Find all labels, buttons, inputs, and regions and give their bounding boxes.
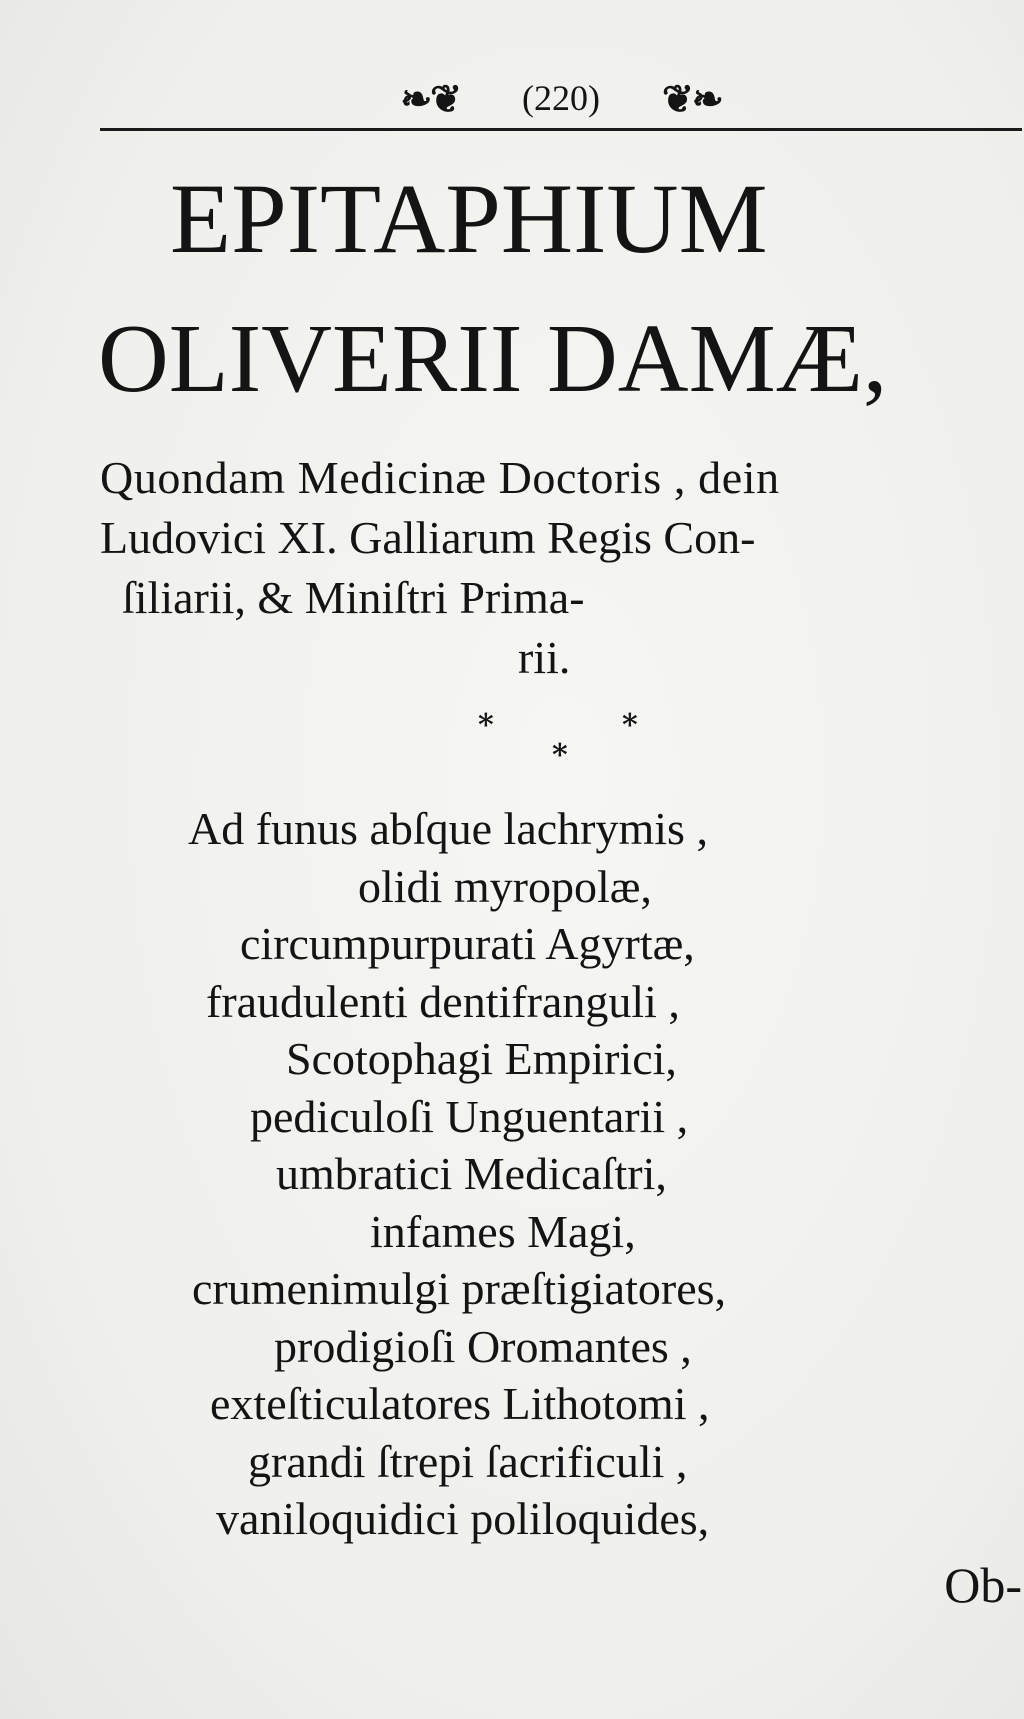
- verse-line: prodigioſi Oromantes ,: [274, 1320, 692, 1372]
- verse-line: Ad funus abſque lachrymis ,: [188, 803, 708, 854]
- catchword: Ob-: [944, 1557, 1022, 1613]
- verse-line: Scotophagi Empirici,: [286, 1033, 677, 1084]
- subtitle-line: rii.: [518, 632, 571, 683]
- subtitle-line: Ludovici XI. Galliarum Regis Con-: [100, 512, 756, 563]
- verse-line: vaniloquidici poliloquides,: [216, 1493, 710, 1544]
- verse-line: exteſticulatores Lithotomi ,: [210, 1378, 710, 1429]
- right-ornament-icon: ❦❧: [661, 75, 722, 121]
- title-line-1: EPITAPHIUM: [170, 163, 768, 274]
- asterisk-icon: *: [478, 708, 494, 743]
- verse-line: circumpurpurati Agyrtæ,: [240, 918, 695, 969]
- subtitle-line: Quondam Medicinæ Doctoris , dein: [100, 452, 780, 503]
- verse-line: fraudulenti dentifranguli ,: [206, 975, 680, 1027]
- verse-line: umbratici Medicaſtri,: [276, 1148, 667, 1199]
- verse-line: olidi myropolæ,: [358, 860, 652, 912]
- verse-line: infames Magi,: [370, 1205, 636, 1257]
- header-rule: [100, 128, 1022, 131]
- asterisk-icon: *: [552, 738, 568, 773]
- running-header: [100, 70, 1022, 126]
- subtitle-block: [100, 448, 1020, 688]
- asterism: [470, 708, 670, 778]
- verse-line: grandi ſtrepi ſacrificuli ,: [248, 1435, 688, 1487]
- verse-line: pediculoſi Unguentarii ,: [250, 1090, 689, 1142]
- verse-line: crumenimulgi præſtigiatores,: [192, 1263, 727, 1314]
- asterisk-icon: *: [622, 708, 638, 743]
- page-number: (220): [522, 78, 600, 118]
- left-ornament-icon: ❧❦: [400, 75, 460, 121]
- epitaph-verses: [100, 800, 1020, 1548]
- subtitle-line: ſiliarii, & Miniſtri Prima-: [122, 572, 585, 623]
- title-line-2: OLIVERII DAMÆ,: [98, 305, 888, 413]
